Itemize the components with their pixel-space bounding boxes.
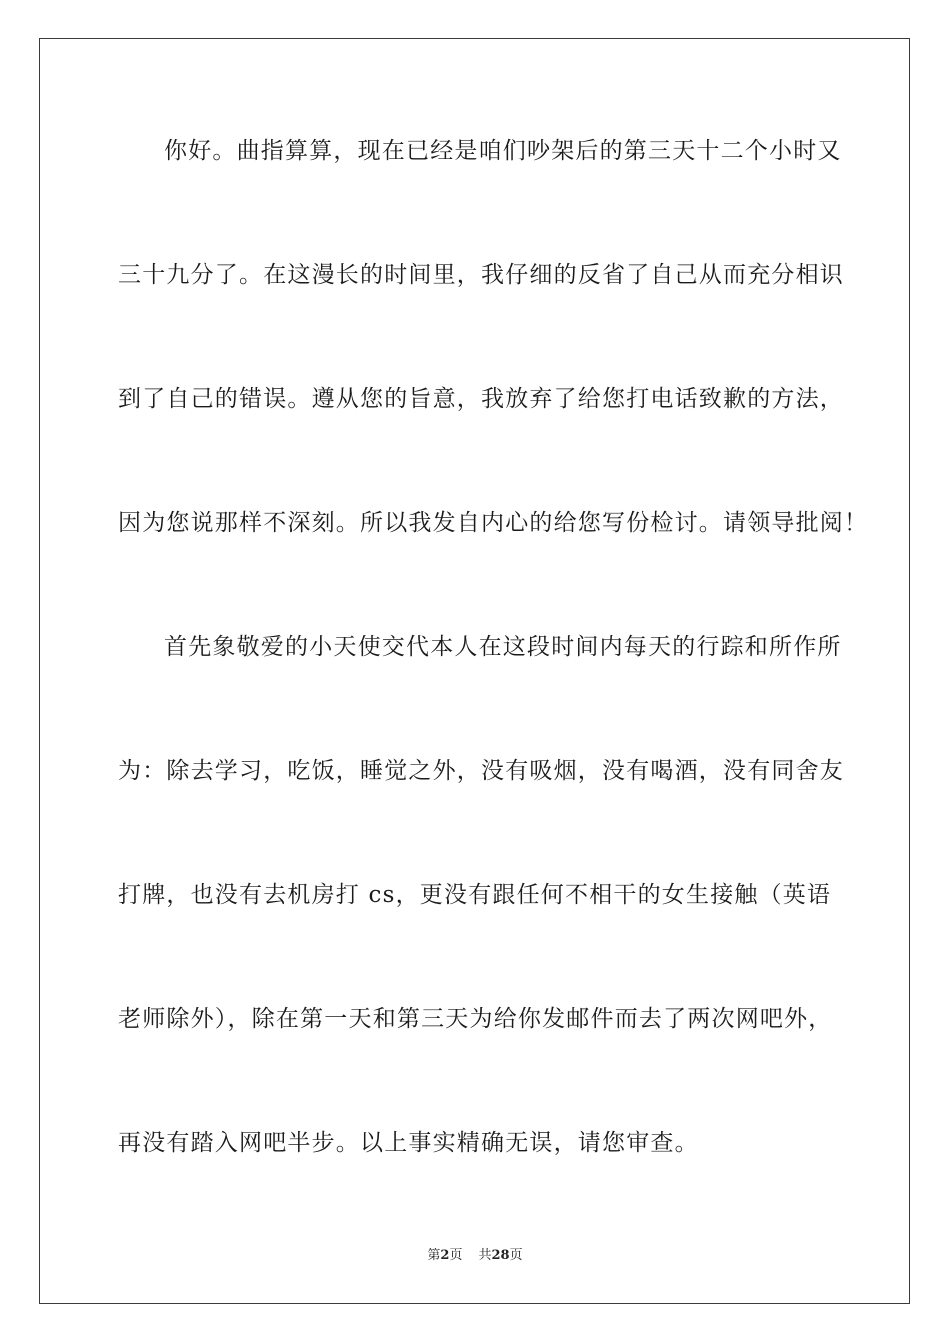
footer-page-prefix: 第	[427, 1248, 441, 1263]
paragraph-1-line-2: 三十九分了。在这漫长的时间里，我仔细的反省了自己从而充分相识	[118, 262, 844, 288]
footer-total-suffix: 页	[509, 1248, 523, 1263]
footer-page-number: 2	[440, 1248, 450, 1263]
paragraph-2-line-1: 首先象敬爱的小天使交代本人在这段时间内每天的行踪和所作所	[164, 634, 842, 660]
paragraph-2-line-2: 为：除去学习，吃饭，睡觉之外，没有吸烟，没有喝酒，没有同舍友	[118, 758, 844, 784]
paragraph-2-line-3: 打牌，也没有去机房打 cs，更没有跟任何不相干的女生接触（英语	[118, 882, 832, 908]
page-footer	[0, 1247, 950, 1265]
footer-total-prefix: 共	[478, 1248, 492, 1263]
paragraph-1-line-3: 到了自己的错误。遵从您的旨意，我放弃了给您打电话致歉的方法，	[118, 386, 844, 412]
footer-total-pages: 28	[491, 1248, 510, 1263]
footer-page-suffix: 页	[449, 1248, 463, 1263]
paragraph-1-line-1: 你好。曲指算算，现在已经是咱们吵架后的第三天十二个小时又	[164, 138, 842, 164]
paragraph-2-line-5: 再没有踏入网吧半步。以上事实精确无误，请您审查。	[118, 1130, 699, 1156]
paragraph-1-line-4: 因为您说那样不深刻。所以我发自内心的给您写份检讨。请领导批阅！	[118, 510, 869, 536]
page-border	[39, 38, 910, 1304]
paragraph-2-line-4: 老师除外），除在第一天和第三天为给你发邮件而去了两次网吧外，	[118, 1006, 833, 1032]
